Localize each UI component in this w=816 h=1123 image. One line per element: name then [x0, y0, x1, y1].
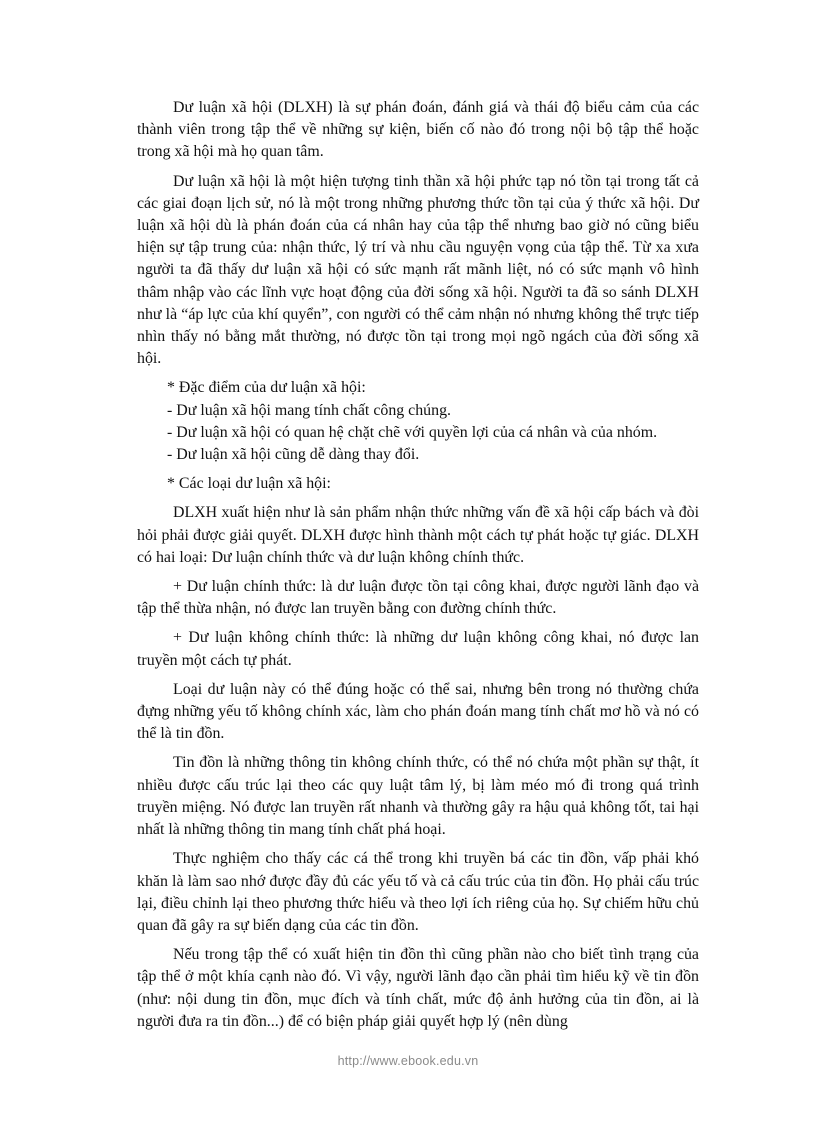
- paragraph-nature: Dư luận xã hội là một hiện tượng tinh thần xã hội phức tạp nó tồn tại trong tất cả các giai đoạn lịch sử, nó là một trong những phương thức tồn tại của ý thức xã hội. Dư luận xã hội dù là phán đoán của cá nhân hay của tập thể nhưng bao giờ nó cũng biểu hiện sự tập trung của: nhận thức, lý trí và nhu cầu nguyện vọng của tập thể. Từ xa xưa người ta đã thấy dư luận xã hội có sức mạnh rất mãnh liệt, nó có sức mạnh vô hình thâm nhập vào các lĩnh vực hoạt động của đời sống xã hội. Người ta đã so sánh DLXH như là “áp lực của khí quyển”, con người có thể cảm nhận nó nhưng không thể trực tiếp nhìn thấy nó bằng mắt thường, nó được tồn tại trong mọi ngõ ngách của đời sống xã hội.: [137, 172, 699, 368]
- paragraph-rumor-leadership: Nếu trong tập thể có xuất hiện tin đồn thì cũng phần nào cho biết tình trạng của tập thể ở một khía cạnh nào đó. Vì vậy, người lãnh đạo cần phải tìm hiểu kỹ về tin đồn (như: nội dung tin đồn, mục đích và tính chất, mức độ ảnh hưởng của tin đồn, ai là người đưa ra tin đồn...) để có biện pháp giải quyết hợp lý (nên dùng: [137, 946, 699, 1030]
- feature-item-2: - Dư luận xã hội có quan hệ chặt chẽ với quyền lợi của cá nhân và của nhóm.: [167, 423, 658, 441]
- paragraph-rumor-nature: Loại dư luận này có thể đúng hoặc có thể sai, nhưng bên trong nó thường chứa đựng những yếu tố không chính xác, làm cho phán đoán mang tính chất mơ hồ và nó có thể là tin đồn.: [137, 680, 699, 743]
- paragraph-unofficial-opinion: + Dư luận không chính thức: là những dư luận không công khai, nó được lan truyền một cách tự phát.: [137, 629, 699, 669]
- paragraph-official-opinion: + Dư luận chính thức: là dư luận được tồn tại công khai, được người lãnh đạo và tập thể thừa nhận, nó được lan truyền bằng con đường chính thức.: [137, 578, 699, 618]
- features-heading: * Đặc điểm của dư luận xã hội:: [167, 379, 366, 397]
- paragraph-types-intro: DLXH xuất hiện như là sản phẩm nhận thức những vấn đề xã hội cấp bách và đòi hỏi phải được giải quyết. DLXH được hình thành một cách tự phát hoặc tự giác. DLXH có hai loại: Dư luận chính thức và dư luận không chính thức.: [137, 504, 699, 566]
- paragraph-rumor-definition: Tin đồn là những thông tin không chính thức, có thể nó chứa một phần sự thật, ít nhiều được cấu trúc lại theo các quy luật tâm lý, bị làm méo mó đi trong quá trình truyền miệng. Nó được lan truyền rất nhanh và thường gây ra hậu quả không tốt, tai hại nhất là những thông tin mang tính chất phá hoại.: [137, 754, 699, 839]
- paragraph-definition: Dư luận xã hội (DLXH) là sự phán đoán, đánh giá và thái độ biểu cảm của các thành viên trong tập thể về những sự kiện, biến cố nào đó trong nội bộ tập thể hoặc trong xã hội mà họ quan tâm.: [137, 99, 699, 161]
- feature-item-1: - Dư luận xã hội mang tính chất công chúng.: [167, 401, 451, 419]
- types-heading: * Các loại dư luận xã hội:: [167, 475, 331, 493]
- feature-item-3: - Dư luận xã hội cũng dễ dàng thay đổi.: [167, 446, 420, 464]
- footer-url: http://www.ebook.edu.vn: [337, 1054, 479, 1068]
- paragraph-rumor-experiment: Thực nghiệm cho thấy các cá thể trong khi truyền bá các tin đồn, vấp phải khó khăn là làm sao nhớ được đầy đủ các yếu tố và cả cấu trúc của tin đồn. Họ phải cấu trúc lại, điều chỉnh lại theo phương thức hiểu và theo lợi ích riêng của họ. Sự chiếm hữu chủ quan đã gây ra sự biến dạng của các tin đồn.: [137, 850, 699, 934]
- document-body: [137, 97, 699, 1040]
